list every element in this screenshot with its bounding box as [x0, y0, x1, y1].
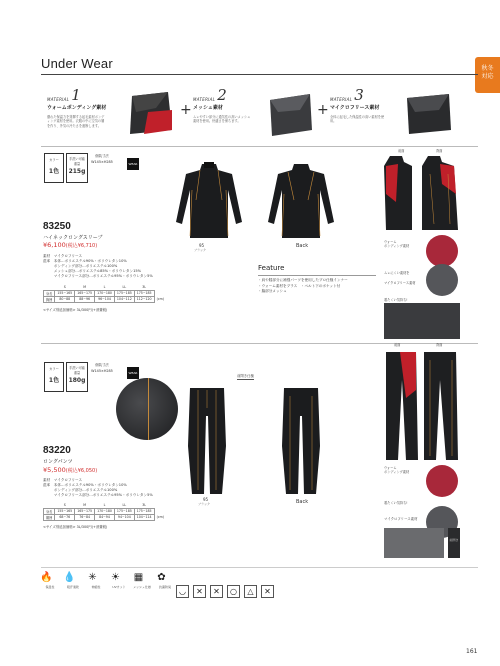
tag-code-2 — [91, 362, 113, 373]
material-2-desc: ムレやすい部分に通気性の高いメッシュ素材を使用。快適さを保ちます。 — [193, 115, 251, 124]
tag-color-label: カラー — [49, 158, 59, 162]
pants-front-image — [182, 386, 232, 496]
size-head: 3L — [142, 284, 147, 289]
material-3-text — [330, 88, 410, 124]
feature-icon-label: 保温性 — [45, 585, 55, 589]
detail-bottom-label1: ウォーム ボンディング素材 — [384, 466, 410, 474]
feature-icon-item — [40, 572, 60, 589]
size-head: L — [103, 502, 106, 507]
size-cell: 68~76 — [55, 514, 75, 520]
product-price — [43, 241, 97, 249]
brand-logo — [127, 158, 139, 170]
size-cell: 88~96 — [75, 296, 95, 302]
detail-top-back: 背面 — [436, 149, 443, 153]
spec-line: 混率 本体…ポリエステル90%・ポリウレタン10% — [43, 259, 127, 263]
pants-back-image — [276, 386, 326, 496]
size-cell: 165~175 — [75, 508, 95, 514]
detail-top-shirts — [382, 154, 460, 232]
detail-bottom-label4: 前開き — [449, 538, 459, 542]
wash-icons — [176, 585, 274, 598]
material-1-label: MATERIAL — [47, 97, 70, 102]
callout-front-opening: 前閉き仕様 — [237, 374, 254, 378]
material-2-label: MATERIAL — [193, 97, 216, 102]
shirt-back-image — [264, 160, 338, 242]
closeup-circle — [116, 378, 178, 440]
feature-icon-item — [132, 572, 152, 589]
feature-icon-item — [86, 572, 106, 589]
product-number-2: 83220 — [43, 445, 71, 456]
price-tax: (税込¥6,050) — [65, 468, 98, 474]
feature-title: Feature — [258, 264, 285, 272]
detail-top-front: 前面 — [398, 149, 405, 153]
detail-bottom-label4-box — [448, 528, 460, 558]
tag-color-label: カラー — [49, 367, 59, 371]
size-head: M — [83, 502, 87, 507]
size-cell: 175~185 — [134, 508, 154, 514]
front-caption-2: 95 — [203, 497, 209, 502]
size-cell: 170~180 — [95, 508, 115, 514]
product-name-2: ロングパンツ — [43, 459, 73, 465]
price-value: ¥6,100 — [43, 241, 66, 249]
mesh-icon: ▦ — [133, 572, 144, 583]
size-cell: 112~120 — [134, 296, 154, 302]
no-bleach-icon: ✕ — [193, 585, 206, 598]
tag-code-value: W145×H285 — [91, 369, 113, 373]
detail-top-label1: ウォーム ボンディング素材 — [384, 240, 410, 248]
feature-icon-label: メッシュ仕様 — [133, 585, 151, 589]
swatch-red-bottom — [426, 465, 458, 497]
seam-line — [148, 378, 149, 440]
size-cell: 94~104 — [114, 514, 134, 520]
brand-logo-2 — [127, 367, 139, 379]
tag-code-value: W145×H285 — [91, 160, 113, 164]
size-head: LL — [122, 284, 127, 289]
wash-icon: ◡ — [176, 585, 189, 598]
warmth-icon: 🔥 — [40, 572, 53, 583]
size-head: 3L — [142, 502, 147, 507]
size-cell: 165~175 — [75, 290, 95, 296]
material-3-number: 3 — [354, 86, 364, 104]
materials-divider — [41, 146, 478, 147]
material-3-image — [403, 90, 453, 138]
tag-weight-label: 手洗い可能 — [69, 366, 85, 370]
detail-top-label4: 着たくい気持ち! — [384, 298, 408, 302]
size-head: L — [103, 284, 106, 289]
size-cell: 80~88 — [55, 296, 75, 302]
material-2-image — [266, 90, 314, 138]
size-cell: 104~112 — [114, 296, 134, 302]
material-3-label: MATERIAL — [330, 97, 353, 102]
tag-color-value: 1色 — [48, 168, 60, 175]
size-unit: (cm) — [156, 297, 164, 301]
material-1-name: ウォームボンディング素材 — [47, 105, 107, 111]
size-row-label: 胸囲 — [44, 296, 55, 302]
size-cell: 170~180 — [95, 290, 115, 296]
tag-color-value: 1色 — [48, 377, 60, 384]
size-cell: 155~165 — [55, 508, 75, 514]
product-name: ハイネックロングスリーブ — [43, 235, 103, 241]
size-head: LL — [122, 502, 127, 507]
size-cell: 155~165 — [55, 290, 75, 296]
price-value: ¥5,500 — [43, 466, 66, 474]
detail-bottom-back: 背面 — [436, 343, 443, 347]
no-wring-icon: ✕ — [261, 585, 274, 598]
material-1-desc: 優れた保温力を発揮する起毛素材ボンディング素材を使用。衣服の中に空気の層を作り、外気の冷たさを遮断します。 — [47, 115, 105, 128]
size-unit: (cm) — [156, 515, 164, 519]
footer-divider — [41, 567, 478, 568]
tag-weight-value: 215g — [68, 168, 86, 175]
product-spec — [43, 254, 253, 279]
tag-weight-2 — [66, 362, 88, 392]
material-2-text — [193, 88, 273, 124]
brand-logo-text: WEAR — [128, 162, 138, 166]
size-row-label: 胴囲 — [44, 514, 55, 520]
spec-line: ボンディング部分…ポリエステル100% — [43, 264, 118, 268]
size-note-2: <サイズ別追加価格> 3L/300円(+消費税) — [43, 525, 108, 529]
front-caption-sub-2: ブラック — [198, 502, 210, 506]
tag-weight-label: 手洗い可能 — [69, 157, 85, 161]
product-price-2 — [43, 466, 97, 474]
season-tab-label: 秋冬 対応 — [481, 65, 494, 80]
size-head: M — [83, 284, 87, 289]
swatch-gray-top — [426, 264, 458, 296]
detail-bottom-front: 前面 — [394, 343, 401, 347]
tumble-icon: ○ — [227, 585, 240, 598]
feature-icons — [40, 572, 175, 589]
spec-line: 素材 マイクロフリース — [43, 254, 83, 258]
price-tax: (税込¥6,710) — [65, 243, 98, 249]
size-table-2 — [43, 502, 166, 521]
size-row-label: 身長 — [44, 290, 55, 296]
detail-top-closeup — [384, 303, 460, 339]
size-note: <サイズ別追加価格> 3L/300円(+消費税) — [43, 308, 108, 312]
size-cell: 84~94 — [95, 514, 115, 520]
feature-icon-item — [155, 572, 175, 589]
spec-line: マイクロフリース部分…ポリエステル95%・ポリウレタン5% — [43, 274, 153, 278]
detail-bottom-label2: マイクロフリース素材 — [384, 517, 418, 521]
spec-line: 混率 本体…ポリエステル90%・ポリウレタン10% — [43, 483, 127, 487]
feature-divider — [258, 275, 376, 276]
feature-item: ・脇部分メッシュ — [258, 289, 287, 293]
feature-icon-label: 伸縮性 — [91, 585, 101, 589]
detail-bottom-label3: 着たくい気持ち! — [384, 501, 408, 505]
tag-color-count-2 — [44, 362, 64, 392]
antibac-icon: ✿ — [157, 572, 166, 583]
plus-icon-2: + — [317, 102, 329, 118]
spec-line: メッシュ部分…ポリエステル85%・ポリウレタン15% — [43, 269, 142, 273]
size-cell: 96~104 — [95, 296, 115, 302]
material-2-number: 2 — [217, 86, 227, 104]
feature-icon-label: 吸汗速乾 — [66, 585, 79, 589]
uv-icon: ☀ — [111, 572, 120, 583]
size-table — [43, 284, 166, 303]
section-divider — [41, 343, 478, 344]
material-2-name: メッシュ素材 — [193, 105, 223, 111]
shirt-front-image — [172, 160, 246, 242]
swatch-red-top — [426, 235, 458, 267]
front-caption-sub: ブラック — [194, 248, 206, 252]
front-caption: 95 — [199, 243, 205, 248]
no-dryclean-icon: ✕ — [210, 585, 223, 598]
header-divider — [41, 74, 478, 75]
back-caption-2: Back — [296, 499, 309, 505]
sweat-icon: 💧 — [63, 572, 76, 583]
brand-logo-text: WEAR — [128, 371, 138, 375]
tag-weight-value: 180g — [68, 377, 86, 384]
tag-weight-sub: 重量 — [73, 162, 81, 166]
detail-bottom-pants — [382, 350, 460, 462]
detail-top-label2: マイクロフリース素材 — [384, 281, 416, 285]
material-1-text — [47, 88, 127, 128]
page-title: Under Wear — [41, 56, 113, 71]
size-head: S — [63, 502, 66, 507]
feature-item: ・肩や膝部分に補強パーツを使用したプロ仕様インナー — [258, 278, 348, 282]
feature-icon-label: UVカット — [112, 585, 126, 589]
tag-code-label: 個装寸法 — [95, 154, 109, 158]
tag-code-label: 個装寸法 — [95, 363, 109, 367]
size-cell: 175~185 — [134, 290, 154, 296]
tag-code — [91, 153, 113, 164]
size-cell: 175~185 — [114, 290, 134, 296]
spec-line: ボンディング部分…ポリエステル100% — [43, 488, 118, 492]
feature-list — [258, 278, 378, 295]
product-number: 83250 — [43, 221, 71, 232]
feature-icon-item — [109, 572, 129, 589]
tag-weight-sub: 重量 — [73, 371, 81, 375]
materials-panel — [41, 82, 457, 144]
back-caption: Back — [296, 243, 309, 249]
iron-low-icon: △ — [244, 585, 257, 598]
material-1-number: 1 — [71, 86, 81, 104]
size-cell: 175~185 — [114, 508, 134, 514]
size-cell: 104~114 — [134, 514, 154, 520]
detail-top-label3: ムレにくい素材を — [384, 271, 410, 275]
detail-bottom-closeup — [384, 528, 444, 558]
feature-icon-item — [63, 572, 83, 589]
stretch-icon: ✳ — [88, 572, 97, 583]
page-number: 161 — [466, 648, 478, 655]
tag-weight — [66, 153, 88, 183]
size-row-label: 身長 — [44, 508, 55, 514]
feature-icon-label: 抗菌防臭 — [158, 585, 171, 589]
season-tab — [475, 57, 500, 93]
tag-color-count — [44, 153, 64, 183]
feature-item: ・ウォーム素材をプラス ・ベルト下のポケット付 — [258, 283, 341, 288]
spec-line: 素材 マイクロフリース — [43, 478, 83, 482]
material-1-image — [126, 88, 174, 138]
size-head: S — [63, 284, 66, 289]
material-3-name: マイクロフリース素材 — [330, 105, 380, 111]
plus-icon-1: + — [180, 102, 192, 118]
size-cell: 76~84 — [75, 514, 95, 520]
spec-line: マイクロフリース部分…ポリエステル95%・ポリウレタン5% — [43, 493, 153, 497]
material-3-desc: 全体に起毛した保温性の高い素材を使用。 — [330, 115, 385, 124]
